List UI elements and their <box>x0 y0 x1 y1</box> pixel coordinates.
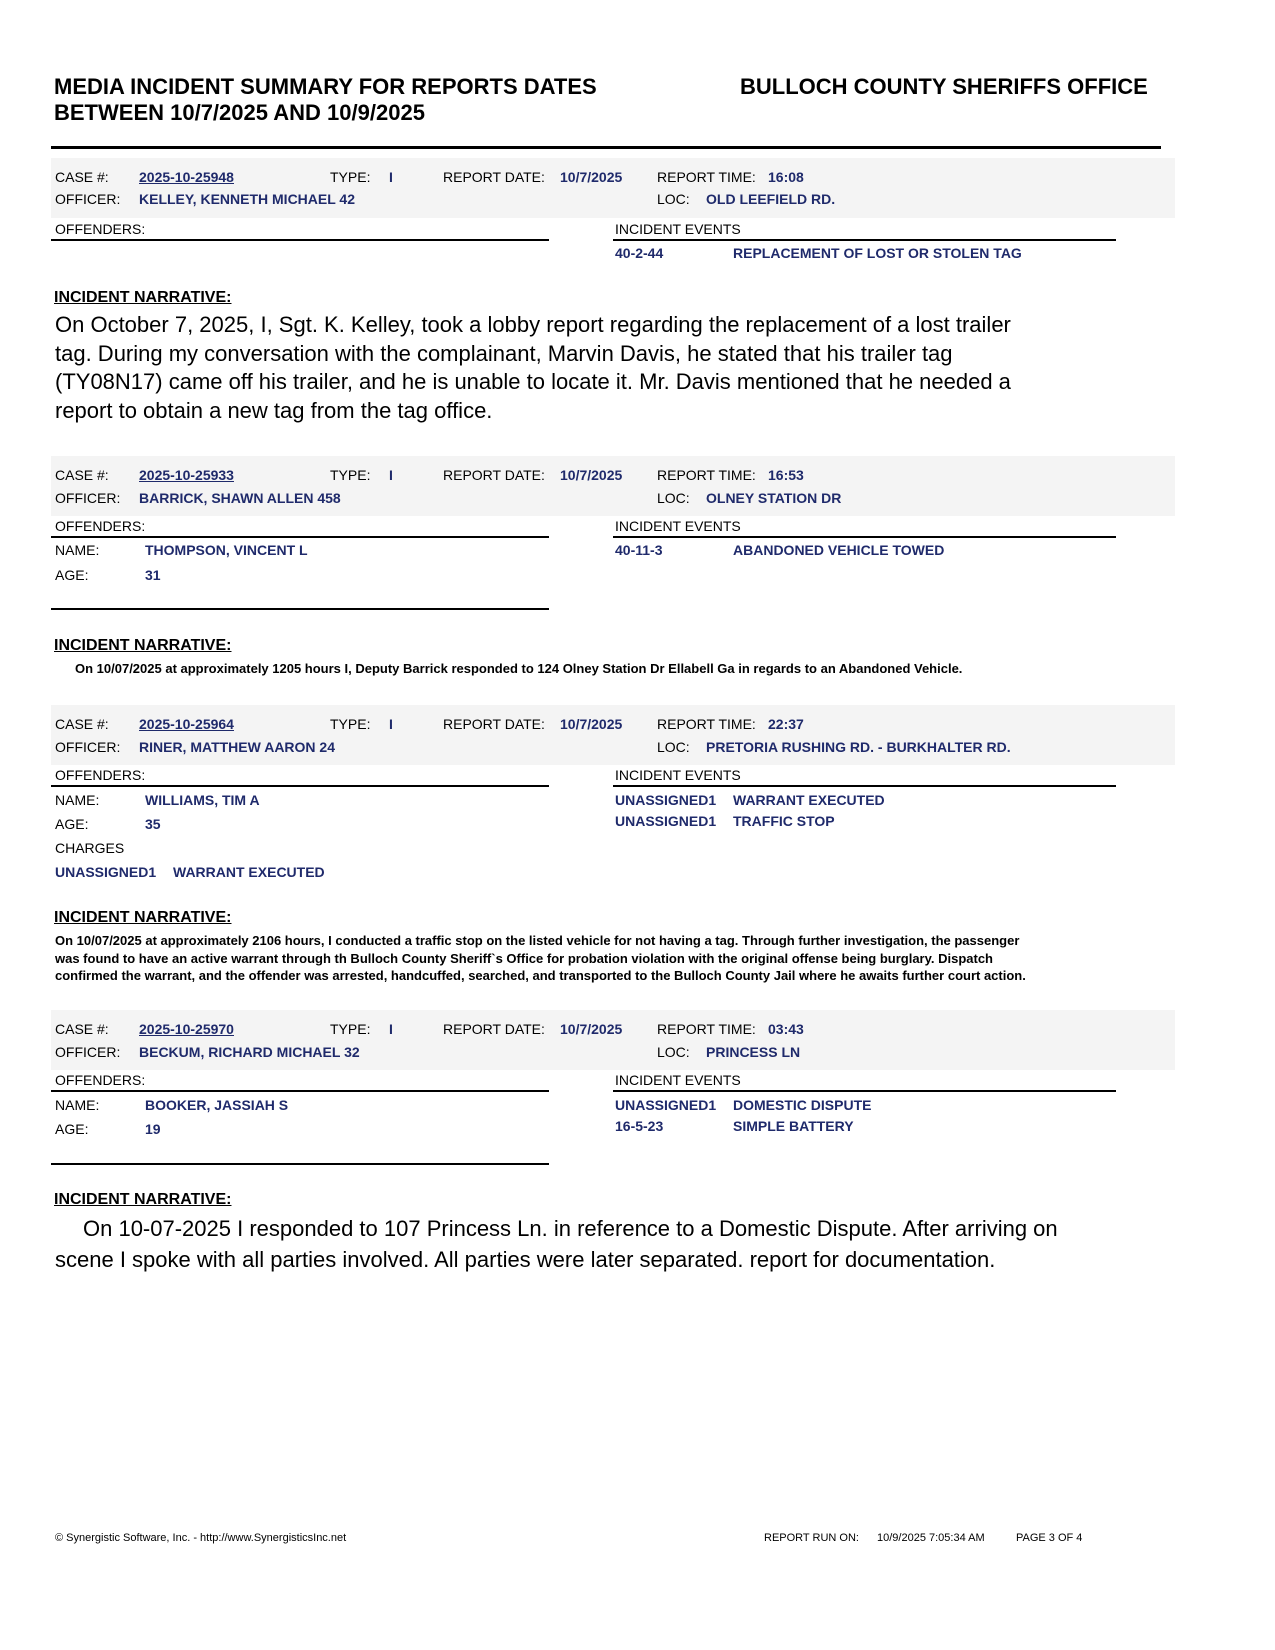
officer-label: OFFICER: <box>55 490 121 506</box>
offenders-divider <box>51 1090 549 1092</box>
narrative-line: On 10-07-2025 I responded to 107 Princess Ln. in reference to a Domestic Dispute. After arriving on <box>83 1216 1058 1241</box>
offender-age: 31 <box>145 567 161 583</box>
events-divider <box>613 1090 1116 1092</box>
event-code: 40-2-44 <box>615 245 664 261</box>
events-divider <box>613 536 1116 538</box>
narrative-text <box>55 311 1011 425</box>
report-time-label: REPORT TIME: <box>657 169 756 185</box>
case-label: CASE #: <box>55 169 109 185</box>
narrative-line: tag. During my conversation with the complainant, Marvin Davis, he stated that his trailer tag <box>55 340 953 366</box>
report-title-line2: BETWEEN 10/7/2025 AND 10/9/2025 <box>54 100 425 125</box>
narrative-heading: INCIDENT NARRATIVE: <box>54 909 232 926</box>
narrative-text <box>55 1213 1058 1275</box>
type-value: I <box>389 1021 393 1037</box>
report-date-value: 10/7/2025 <box>560 169 623 185</box>
officer-label: OFFICER: <box>55 1044 121 1060</box>
copyright-notice: © Synergistic Software, Inc. - http://www.SynergisticsInc.net <box>55 1532 347 1544</box>
report-date-value: 10/7/2025 <box>560 467 623 483</box>
case-label: CASE #: <box>55 716 109 732</box>
narrative-line: was found to have an active warrant through th Bulloch County Sheriff`s Office for probation violation with the original offense being burglary. Dispatch <box>55 950 993 966</box>
type-value: I <box>389 169 393 185</box>
loc-value: PRINCESS LN <box>706 1044 801 1060</box>
report-time-label: REPORT TIME: <box>657 1021 756 1037</box>
case-label: CASE #: <box>55 467 109 483</box>
report-date-label: REPORT DATE: <box>443 716 545 732</box>
incident-events-label: INCIDENT EVENTS <box>615 767 741 783</box>
report-1-info-band <box>51 158 1175 218</box>
event-code: UNASSIGNED1 <box>615 813 717 829</box>
charges-label: CHARGES <box>55 840 125 856</box>
narrative-heading: INCIDENT NARRATIVE: <box>54 1191 232 1208</box>
offenders-end-divider <box>51 1163 549 1165</box>
narrative-heading: INCIDENT NARRATIVE: <box>54 289 232 306</box>
event-code: UNASSIGNED1 <box>615 792 717 808</box>
narrative-line: report to obtain a new tag from the tag office. <box>55 397 493 423</box>
loc-value: OLNEY STATION DR <box>706 490 842 506</box>
narrative-line: On 10/07/2025 at approximately 2106 hours, I conducted a traffic stop on the listed vehicle for not having a tag. Through further investigation, the passenger <box>55 933 1020 948</box>
event-code: 40-11-3 <box>615 542 663 558</box>
narrative-line: (TY08N17) came off his trailer, and he is unable to locate it. Mr. Davis mentioned that he needed a <box>55 369 1011 394</box>
age-label: AGE: <box>55 816 89 832</box>
case-label: CASE #: <box>55 1021 109 1037</box>
type-label: TYPE: <box>330 716 371 732</box>
name-label: NAME: <box>55 542 100 558</box>
officer-value: BECKUM, RICHARD MICHAEL 32 <box>139 1044 360 1060</box>
event-description: DOMESTIC DISPUTE <box>733 1097 872 1113</box>
incident-events-label: INCIDENT EVENTS <box>615 221 741 237</box>
loc-label: LOC: <box>657 490 690 506</box>
report-2-info-band <box>51 456 1175 516</box>
offenders-label: OFFENDERS: <box>55 767 146 783</box>
offender-name: THOMPSON, VINCENT L <box>145 542 308 558</box>
officer-value: RINER, MATTHEW AARON 24 <box>139 739 335 755</box>
offenders-divider <box>51 536 549 538</box>
offenders-label: OFFENDERS: <box>55 518 146 534</box>
officer-value: KELLEY, KENNETH MICHAEL 42 <box>139 191 355 207</box>
name-label: NAME: <box>55 1097 100 1113</box>
officer-value: BARRICK, SHAWN ALLEN 458 <box>139 490 341 506</box>
event-code: UNASSIGNED1 <box>615 1097 717 1113</box>
loc-label: LOC: <box>657 1044 690 1060</box>
offenders-divider <box>51 785 549 787</box>
events-divider <box>613 785 1116 787</box>
type-label: TYPE: <box>330 1021 371 1037</box>
loc-value: PRETORIA RUSHING RD. - BURKHALTER RD. <box>706 739 1011 755</box>
offenders-label: OFFENDERS: <box>55 221 146 237</box>
case-number-link[interactable]: 2025-10-25948 <box>139 169 234 185</box>
case-number-link[interactable]: 2025-10-25964 <box>139 716 234 732</box>
case-number-link[interactable]: 2025-10-25933 <box>139 467 234 483</box>
type-value: I <box>389 716 393 732</box>
offender-age: 19 <box>145 1121 161 1137</box>
offenders-end-divider <box>51 608 549 610</box>
report-time-value: 16:08 <box>768 169 804 185</box>
events-divider <box>613 239 1116 241</box>
report-date-label: REPORT DATE: <box>443 169 545 185</box>
age-label: AGE: <box>55 567 89 583</box>
loc-label: LOC: <box>657 191 690 207</box>
agency-name: BULLOCH COUNTY SHERIFFS OFFICE <box>740 74 1148 99</box>
loc-value: OLD LEEFIELD RD. <box>706 191 836 207</box>
report-time-label: REPORT TIME: <box>657 467 756 483</box>
loc-label: LOC: <box>657 739 690 755</box>
narrative-text <box>75 661 962 676</box>
event-description: WARRANT EXECUTED <box>733 792 885 808</box>
offenders-label: OFFENDERS: <box>55 1072 146 1088</box>
report-3-info-band <box>51 705 1175 765</box>
event-code: 16-5-23 <box>615 1118 664 1134</box>
report-title-line1: MEDIA INCIDENT SUMMARY FOR REPORTS DATES <box>54 74 597 99</box>
offender-age: 35 <box>145 816 161 832</box>
report-date-label: REPORT DATE: <box>443 1021 545 1037</box>
officer-label: OFFICER: <box>55 191 121 207</box>
report-date-label: REPORT DATE: <box>443 467 545 483</box>
narrative-text <box>55 932 1026 985</box>
narrative-line: scene I spoke with all parties involved. All parties were later separated. report for documentation. <box>55 1247 996 1272</box>
case-number-link[interactable]: 2025-10-25970 <box>139 1021 234 1037</box>
event-description: TRAFFIC STOP <box>733 813 835 829</box>
report-time-value: 16:53 <box>768 467 804 483</box>
offender-name: WILLIAMS, TIM A <box>145 792 260 808</box>
narrative-line: confirmed the warrant, and the offender was arrested, handcuffed, searched, and transported to the Bulloch County Jail where he awaits further court action. <box>55 968 1026 983</box>
report-4-info-band <box>51 1010 1175 1070</box>
event-description: SIMPLE BATTERY <box>733 1118 854 1134</box>
type-label: TYPE: <box>330 169 371 185</box>
offenders-divider <box>51 239 549 241</box>
offender-name: BOOKER, JASSIAH S <box>145 1097 289 1113</box>
type-value: I <box>389 467 393 483</box>
report-time-label: REPORT TIME: <box>657 716 756 732</box>
narrative-line: On October 7, 2025, I, Sgt. K. Kelley, took a lobby report regarding the replacement of a lost trailer <box>55 312 1011 337</box>
report-date-value: 10/7/2025 <box>560 716 623 732</box>
report-time-value: 03:43 <box>768 1021 804 1037</box>
name-label: NAME: <box>55 792 100 808</box>
officer-label: OFFICER: <box>55 739 121 755</box>
age-label: AGE: <box>55 1121 89 1137</box>
page-number: PAGE 3 OF 4 <box>1016 1532 1083 1544</box>
report-run-value: 10/9/2025 7:05:34 AM <box>877 1532 985 1544</box>
charge-description: WARRANT EXECUTED <box>173 864 325 880</box>
header-divider <box>51 146 1161 149</box>
incident-events-label: INCIDENT EVENTS <box>615 518 741 534</box>
narrative-heading: INCIDENT NARRATIVE: <box>54 637 232 654</box>
type-label: TYPE: <box>330 467 371 483</box>
event-description: REPLACEMENT OF LOST OR STOLEN TAG <box>733 245 1022 261</box>
report-run-label: REPORT RUN ON: <box>764 1532 859 1544</box>
incident-events-label: INCIDENT EVENTS <box>615 1072 741 1088</box>
charge-code: UNASSIGNED1 <box>55 864 157 880</box>
event-description: ABANDONED VEHICLE TOWED <box>733 542 945 558</box>
narrative-line: On 10/07/2025 at approximately 1205 hours I, Deputy Barrick responded to 124 Olney Station Dr Ellabell Ga in regards to an Abandoned Vehicle. <box>75 661 963 676</box>
report-date-value: 10/7/2025 <box>560 1021 623 1037</box>
report-time-value: 22:37 <box>768 716 804 732</box>
